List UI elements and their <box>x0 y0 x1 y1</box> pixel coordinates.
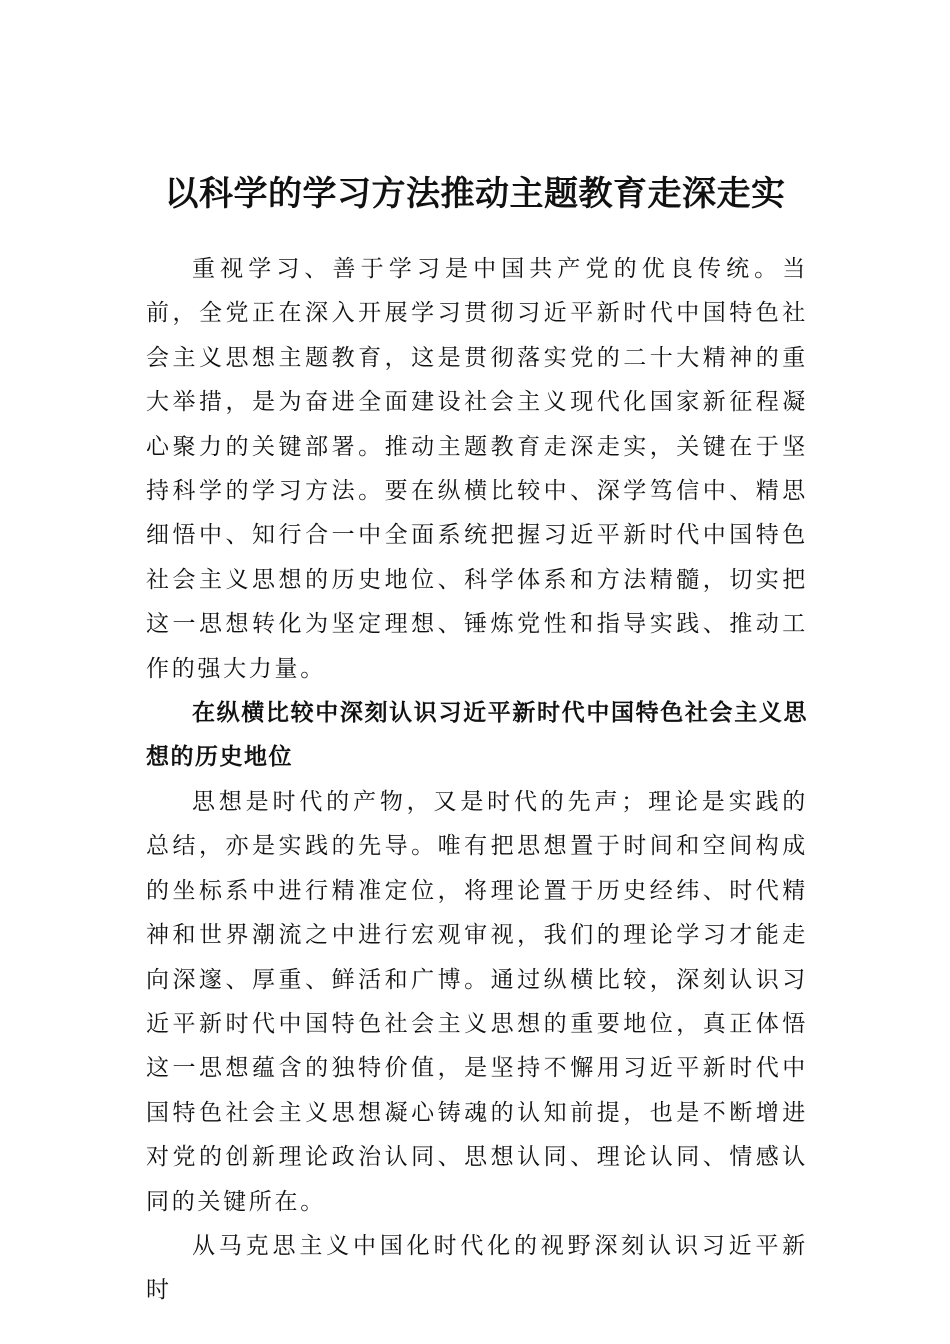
section-paragraph-continued: 从马克思主义中国化时代化的视野深刻认识习近平新时 <box>146 1232 808 1304</box>
intro-paragraph: 重视学习、善于学习是中国共产党的优良传统。当前，全党正在深入开展学习贯彻习近平新时代中国特色社会主义思想主题教育，这是贯彻落实党的二十大精神的重大举措，是为奋进全面建设社会主义现代化国家新征程凝心聚力的关键部署。推动主题教育走深走实，关键在于坚持科学的学习方法。要在纵横比较中、深学笃信中、精思细悟中、知行合一中全面系统把握习近平新时代中国特色社会主义思想的历史地位、科学体系和方法精髓，切实把这一思想转化为坚定理想、锤炼党性和指导实践、推动工作的强大力量。 <box>146 256 808 682</box>
section-paragraph: 思想是时代的产物，又是时代的先声；理论是实践的总结，亦是实践的先导。唯有把思想置于时间和空间构成的坐标系中进行精准定位，将理论置于历史经纬、时代精神和世界潮流之中进行宏观审视，我们的理论学习才能走向深邃、厚重、鲜活和广博。通过纵横比较，深刻认识习近平新时代中国特色社会主义思想的重要地位，真正体悟这一思想蕴含的独特价值，是坚持不懈用习近平新时代中国特色社会主义思想凝心铸魂的认知前提，也是不断增进对党的创新理论政治认同、思想认同、理论认同、情感认同的关键所在。 <box>146 788 808 1215</box>
document-body <box>146 247 808 1313</box>
section-heading: 在纵横比较中深刻认识习近平新时代中国特色社会主义思想的历史地位 <box>146 700 808 771</box>
document-title: 以科学的学习方法推动主题教育走深走实 <box>164 174 786 214</box>
